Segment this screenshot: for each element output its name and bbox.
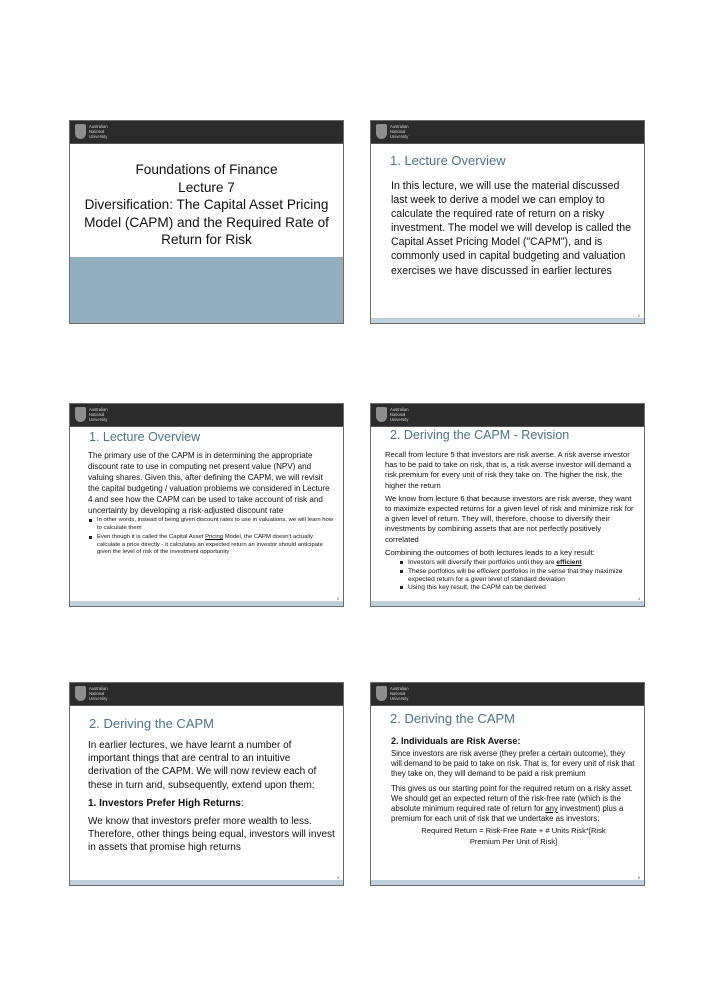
page-number: 2	[637, 313, 640, 318]
bullet-list	[88, 517, 335, 557]
crest-icon	[376, 686, 387, 701]
university-logo	[75, 686, 119, 702]
paragraph: Since investors are risk averse (they prefer a certain outcome), they will demand to be paid to take on risk. That is, for every unit of risk that they take on, they will demand to be paid a risk premium	[391, 749, 635, 779]
slide-body	[88, 739, 335, 855]
page-number: 6	[637, 875, 640, 880]
paragraph: We know from lecture 6 that because investors are risk averse, they want to maximize expected returns for a given level of risk and minimize risk for a given level of return. They will, therefore, choose to diversify their investments by combining assets that are not perfectly positively correlated	[385, 493, 634, 544]
slide-header-bar	[371, 404, 644, 427]
crest-icon	[75, 124, 86, 139]
bullet-item: Using this key result, the CAPM can be derived	[399, 584, 636, 592]
university-logo	[75, 124, 119, 140]
paragraph: Combining the outcomes of both lectures leads to a key result:	[385, 547, 595, 557]
slide-4	[370, 403, 645, 607]
formula: Required Return = Risk-Free Rate + # Units Risk*[Risk Premium Per Unit of Risk]	[421, 826, 606, 846]
bullet-item: Even though it is called the Capital Asset Pricing Model, the CAPM doesn't actually calculate a price directly - it calculates an expected return an investor should anticipate given the level of risk of the investment opportunity	[88, 534, 335, 557]
paragraph: In earlier lectures, we have learnt a number of important things that are central to an intuitive derivation of the CAPM. We will now review each of these in turn and, subsequently, extend upon them:	[88, 740, 317, 791]
crest-icon	[75, 686, 86, 701]
slide-footer-bar	[371, 318, 644, 323]
page-number: 5	[336, 875, 339, 880]
logo-text: Australian National University	[390, 124, 409, 139]
bullet-item: These portfolios will be efficient portfolios in the sense that they maximize expected return for a given level of standard deviation	[399, 568, 636, 584]
slide-footer-bar	[70, 880, 343, 885]
logo-text: Australian National University	[390, 686, 409, 701]
slide-title: 2. Deriving the CAPM	[390, 711, 515, 726]
slide-2	[370, 120, 645, 324]
slide-footer-bar	[371, 880, 644, 885]
slide-body	[88, 450, 335, 559]
logo-text: Australian National University	[89, 407, 108, 422]
paragraph: This gives us our starting point for the required return on a risky asset. We should get an expected return of the risk-free rate (which is the absolute minimum required rate of return for any investment) plus a premium for each unit of risk that we undertake as investors:	[391, 783, 633, 824]
slide-3	[69, 403, 344, 607]
slide-body	[385, 450, 636, 593]
university-logo	[376, 124, 420, 140]
slide-footer-bar	[70, 601, 343, 606]
bullet-item: In other words, instead of being given discount rates to use in valuations, we will learn how to calculate them	[88, 517, 335, 532]
bullet-item: Investors will diversify their portfolios until they are efficient	[399, 559, 636, 567]
slide-header-bar	[371, 121, 644, 144]
university-logo	[75, 407, 119, 423]
title-slide-heading: Foundations of Finance Lecture 7 Diversification: The Capital Asset Pricing Model (CAPM) and the Required Rate of Return for Risk	[84, 162, 329, 247]
logo-text: Australian National University	[390, 407, 409, 422]
slide-title: 2. Deriving the CAPM - Revision	[390, 428, 570, 442]
paragraph: In this lecture, we will use the material discussed last week to derive a model we can employ to calculate the required rate of return on a risky investment. The model we will develop is called the Capital Asset Pricing Model ("CAPM"), and is commonly used in capital budgeting and valuation exercises we have discussed in earlier lectures	[391, 180, 632, 277]
subheading: 1. Investors Prefer High Returns:	[88, 797, 244, 809]
page-number: 3	[336, 596, 339, 601]
paragraph: The primary use of the CAPM is in determining the appropriate discount rate to use in computing net present value (NPV) and valuing shares. Given this, after defining the CAPM, we will revisit the capital budgeting / valuation problems we considered in Lecture 4 and see how the CAPM can be used to take account of risk and uncertainty by developing a risk-adjusted discount rate	[88, 451, 330, 515]
slide-1	[69, 120, 344, 324]
paragraph: We know that investors prefer more wealth to less. Therefore, other things being equal, investors will invest in assets that promise high returns	[88, 816, 335, 854]
title-slide-band	[70, 257, 343, 324]
slide-header-bar	[70, 404, 343, 427]
logo-text: Australian National University	[89, 124, 108, 139]
paragraph: Recall from lecture 5 that investors are risk averse. A risk averse investor has to be paid to take on risk, that is, a risk averse investor will demand a risk premium for every unit of risk they take on. The higher the risk, the higher the return	[385, 450, 632, 490]
slide-body	[391, 179, 636, 278]
slide-6	[370, 682, 645, 886]
slide-title: 1. Lecture Overview	[89, 430, 201, 444]
university-logo	[376, 407, 420, 423]
slide-header-bar	[371, 683, 644, 706]
subheading: 2. Individuals are Risk Averse:	[391, 736, 521, 746]
crest-icon	[376, 124, 387, 139]
bullet-list	[399, 559, 636, 592]
page-number: 4	[637, 596, 640, 601]
slide-title: 1. Lecture Overview	[390, 153, 506, 168]
slide-title: 2. Deriving the CAPM	[89, 716, 214, 731]
university-logo	[376, 686, 420, 702]
slide-header-bar	[70, 683, 343, 706]
crest-icon	[75, 407, 86, 422]
slide-5	[69, 682, 344, 886]
logo-text: Australian National University	[89, 686, 108, 701]
crest-icon	[376, 407, 387, 422]
slide-body	[391, 735, 636, 847]
slide-footer-bar	[371, 601, 644, 606]
slide-header-bar	[70, 121, 343, 144]
